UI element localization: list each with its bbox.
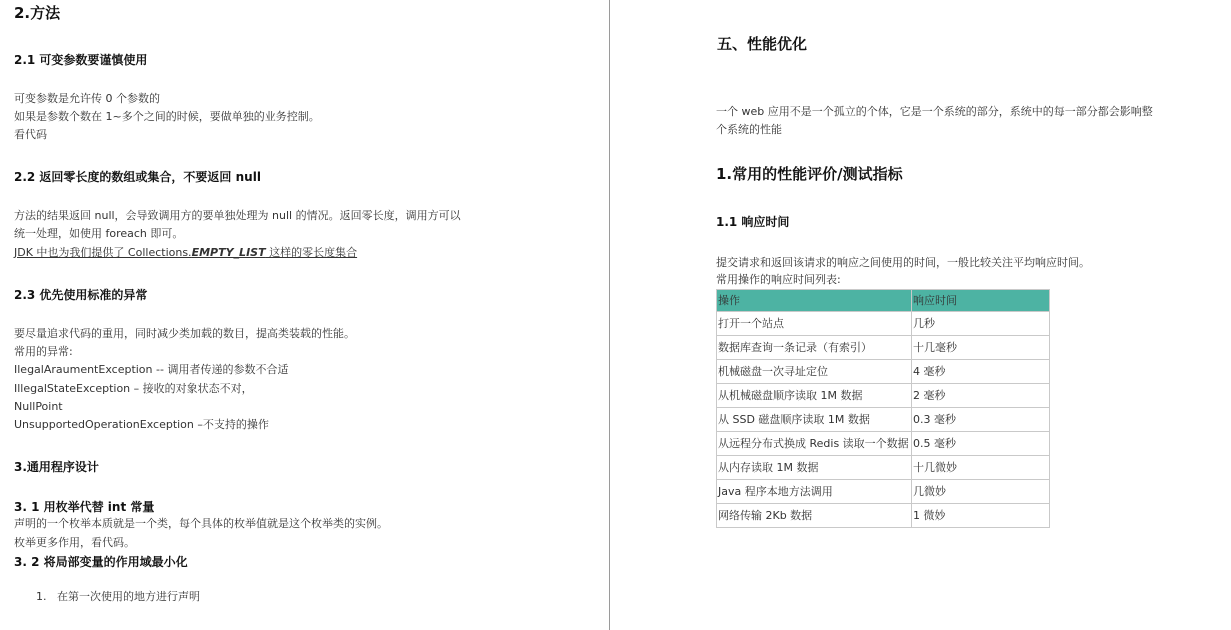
section-3-title: 3.通用程序设计: [14, 460, 99, 474]
page-divider: [609, 0, 610, 630]
table-row: [717, 384, 1050, 408]
table-cell-operation: 打开一个站点: [717, 312, 912, 336]
response-time-table: [716, 289, 1050, 528]
table-header-operation: 操作: [717, 290, 912, 312]
table-cell-operation: 从 SSD 磁盘顺序读取 1M 数据: [717, 408, 912, 432]
table-row: [717, 432, 1050, 456]
table-cell-operation: 从内存读取 1M 数据: [717, 456, 912, 480]
list-item-number: 1.: [36, 590, 47, 603]
section-2-1-line-2: 如果是参数个数在 1~多个之间的时候，要做单独的业务控制。: [14, 110, 320, 123]
table-cell-operation: 从远程分布式换成 Redis 读取一个数据: [717, 432, 912, 456]
section-2-3-title: 2.3 优先使用标准的异常: [14, 288, 148, 302]
table-row: [717, 456, 1050, 480]
table-cell-time: 几秒: [912, 312, 1050, 336]
section-2-1-line-1: 可变参数是允许传 0 个参数的: [14, 92, 160, 105]
section-5-title: 五、性能优化: [717, 35, 808, 53]
table-cell-operation: 从机械磁盘顺序读取 1M 数据: [717, 384, 912, 408]
list-item-text: 在第一次使用的地方进行声明: [57, 590, 200, 603]
table-cell-time: 十几微妙: [912, 456, 1050, 480]
section-2-3-line-6: UnsupportedOperationException –不支持的操作: [14, 418, 269, 431]
section-3-1-title: 3. 1 用枚举代替 int 常量: [14, 500, 155, 514]
section-2-2-title: 2.2 返回零长度的数组或集合，不要返回 null: [14, 170, 261, 184]
table-cell-time: 1 微妙: [912, 504, 1050, 528]
section-2-3-line-5: NullPoint: [14, 400, 63, 413]
section-2-3-line-2: 常用的异常:: [14, 345, 73, 358]
left-page: [0, 0, 610, 630]
section-3-2-title: 3. 2 将局部变量的作用域最小化: [14, 555, 188, 569]
section-perf-1-title: 1.常用的性能评价/测试指标: [716, 165, 903, 183]
section-2-1-line-3: 看代码: [14, 128, 47, 141]
table-row: [717, 336, 1050, 360]
section-2-3-line-3: IlegalAraumentException -- 调用者传递的参数不合适: [14, 363, 289, 376]
table-cell-operation: 网络传输 2Kb 数据: [717, 504, 912, 528]
section-5-intro-line-1: 一个 web 应用不是一个孤立的个体，它是一个系统的部分，系统中的每一部分都会影响整: [716, 105, 1153, 118]
section-2-3-line-1: 要尽量追求代码的重用，同时减少类加载的数目，提高类装载的性能。: [14, 327, 355, 340]
section-3-1-line-2: 枚举更多作用，看代码。: [14, 536, 135, 549]
section-perf-1-1-line-1: 提交请求和返回该请求的响应之间使用的时间，一般比较关注平均响应时间。: [716, 256, 1090, 269]
table-cell-time: 几微妙: [912, 480, 1050, 504]
table-cell-time: 2 毫秒: [912, 384, 1050, 408]
table-row: [717, 480, 1050, 504]
table-row: [717, 408, 1050, 432]
table-cell-time: 0.3 毫秒: [912, 408, 1050, 432]
section-perf-1-1-line-2: 常用操作的响应时间列表:: [716, 273, 841, 286]
table-cell-time: 4 毫秒: [912, 360, 1050, 384]
table-cell-operation: 机械磁盘一次寻址定位: [717, 360, 912, 384]
jdk-code: EMPTY_LIST: [191, 246, 266, 259]
table-cell-operation: 数据库查询一条记录（有索引）: [717, 336, 912, 360]
section-perf-1-1-title: 1.1 响应时间: [716, 215, 790, 229]
table-cell-time: 十几毫秒: [912, 336, 1050, 360]
section-2-title: 2.方法: [14, 4, 61, 22]
table-cell-time: 0.5 毫秒: [912, 432, 1050, 456]
section-2-2-line-1: 方法的结果返回 null，会导致调用方的要单独处理为 null 的情况。返回零长度，调用方可以: [14, 209, 461, 222]
section-2-3-line-4: IllegalStateException – 接收的对象状态不对，: [14, 382, 253, 395]
table-row: [717, 504, 1050, 528]
table-cell-operation: Java 程序本地方法调用: [717, 480, 912, 504]
table-row: [717, 360, 1050, 384]
section-2-2-jdk-line: [14, 244, 357, 262]
jdk-prefix: JDK 中也为我们提供了 Collections.: [14, 246, 192, 259]
table-row: [717, 312, 1050, 336]
section-2-2-line-2: 统一处理，如使用 foreach 即可。: [14, 227, 184, 240]
table-header-row: [717, 290, 1050, 312]
table-header-response-time: 响应时间: [912, 290, 1050, 312]
jdk-suffix: 这样的零长度集合: [265, 246, 358, 259]
right-page: [611, 0, 1231, 630]
section-3-1-line-1: 声明的一个枚举本质就是一个类，每个具体的枚举值就是这个枚举类的实例。: [14, 517, 388, 530]
section-5-intro-line-2: 个系统的性能: [716, 123, 782, 136]
section-2-1-title: 2.1 可变参数要谨慎使用: [14, 53, 148, 67]
